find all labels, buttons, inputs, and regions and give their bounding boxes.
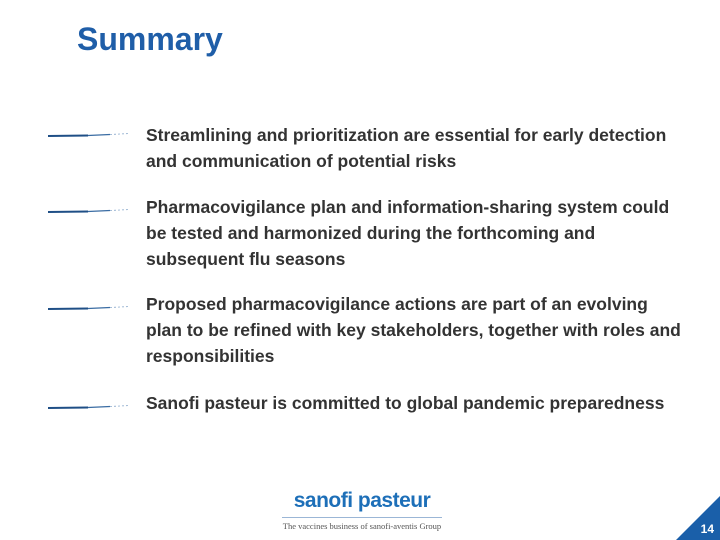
logo-wordmark: sanofi pasteur xyxy=(293,489,431,512)
bullet-text: Proposed pharmacovigilance actions are part of an evolving plan to be refined with key stakeholders, together with roles and responsibilities xyxy=(146,294,681,366)
bullet-text: Streamlining and prioritization are essential for early detection and communication of potential risks xyxy=(146,125,667,171)
bullet-line-icon xyxy=(48,207,130,215)
page-number: 14 xyxy=(700,522,714,536)
bullet-line-icon xyxy=(48,304,130,312)
bullet-line-icon xyxy=(48,403,130,411)
bullet-text: Sanofi pasteur is committed to global pandemic preparedness xyxy=(146,393,665,413)
sanofi-pasteur-logo xyxy=(282,490,442,535)
logo-tagline: The vaccines business of sanofi-aventis Group xyxy=(282,517,442,531)
bullet-text: Pharmacovigilance plan and information-sharing system could be tested and harmonized during the forthcoming and subsequent flu seasons xyxy=(146,197,670,269)
bullet-line-icon xyxy=(48,131,130,139)
slide-title: Summary xyxy=(77,21,223,57)
